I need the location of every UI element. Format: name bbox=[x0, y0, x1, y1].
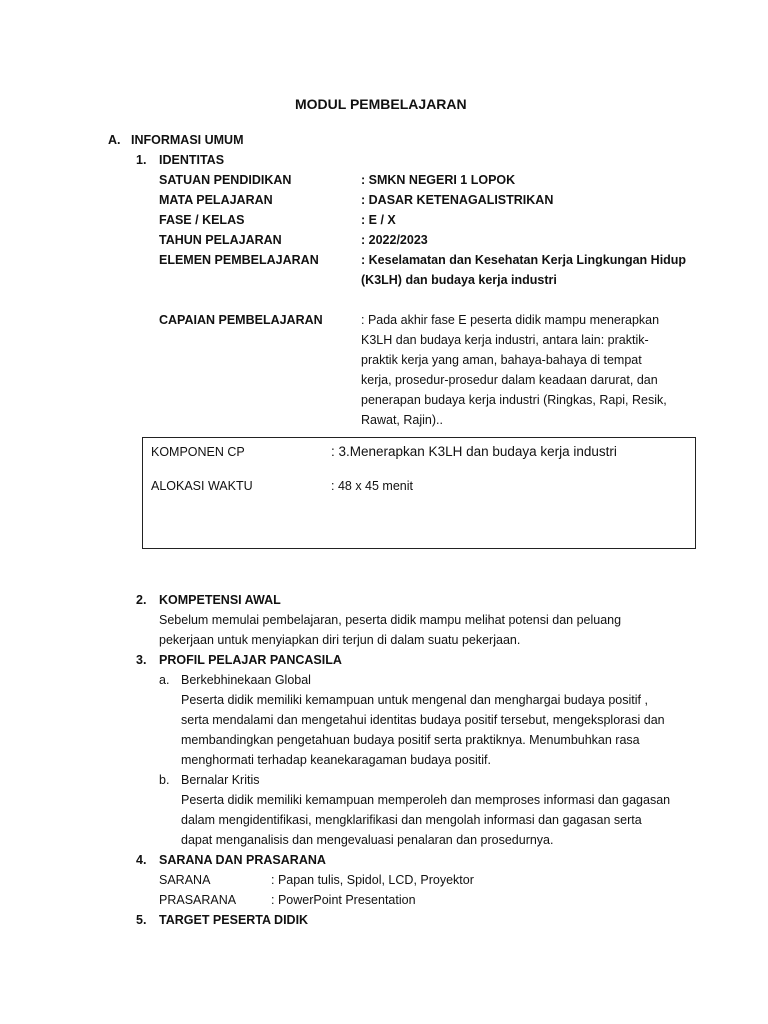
kompetensi-line: Sebelum memulai pembelajaran, peserta didik mampu melihat potensi dan peluang bbox=[159, 613, 622, 627]
profil-item-line: Peserta didik memiliki kemampuan untuk mengenal dan menghargai budaya positif , bbox=[181, 693, 648, 707]
identitas-heading: IDENTITAS bbox=[159, 153, 225, 167]
kompetensi-heading: KOMPETENSI AWAL bbox=[159, 593, 281, 607]
profil-item-marker: b. bbox=[159, 773, 170, 787]
profil-item-line: dapat menganalisis dan mengevaluasi penalaran dan prosedurnya. bbox=[181, 833, 554, 847]
section-a-marker: A. bbox=[108, 133, 121, 147]
profil-marker: 3. bbox=[136, 653, 147, 667]
capaian-line: penerapan budaya kerja industri (Ringkas, Rapi, Resik, bbox=[361, 393, 667, 407]
profil-item-line: membandingkan pengetahuan budaya positif serta praktiknya. Menumbuhkan rasa bbox=[181, 733, 640, 747]
identitas-row-label: TAHUN PELAJARAN bbox=[159, 233, 282, 247]
sarana-marker: 4. bbox=[136, 853, 147, 867]
profil-item-line: Peserta didik memiliki kemampuan memperoleh dan memproses informasi dan gagasan bbox=[181, 793, 671, 807]
page-title: MODUL PEMBELAJARAN bbox=[295, 96, 467, 112]
profil-item-title: Berkebhinekaan Global bbox=[181, 673, 311, 687]
sarana-row-label: PRASARANA bbox=[159, 893, 237, 907]
identitas-row-label: SATUAN PENDIDIKAN bbox=[159, 173, 292, 187]
identitas-row-value: (K3LH) dan budaya kerja industri bbox=[361, 273, 557, 287]
identitas-row-label: FASE / KELAS bbox=[159, 213, 245, 227]
komponen-value: : 3.Menerapkan K3LH dan budaya kerja industri bbox=[331, 444, 617, 459]
section-a-heading: INFORMASI UMUM bbox=[131, 133, 244, 147]
identitas-row-value: : E / X bbox=[361, 213, 396, 227]
identitas-row-value: : Keselamatan dan Kesehatan Kerja Lingkungan Hidup bbox=[361, 253, 687, 267]
kompetensi-line: pekerjaan untuk menyiapkan diri terjun di dalam suatu pekerjaan. bbox=[159, 633, 521, 647]
sarana-heading: SARANA DAN PRASARANA bbox=[159, 853, 326, 867]
capaian-line: Rawat, Rajin).. bbox=[361, 413, 443, 427]
profil-heading: PROFIL PELAJAR PANCASILA bbox=[159, 653, 342, 667]
target-heading: TARGET PESERTA DIDIK bbox=[159, 913, 309, 927]
identitas-row-value: : SMKN NEGERI 1 LOPOK bbox=[361, 173, 516, 187]
capaian-line: K3LH dan budaya kerja industri, antara lain: praktik- bbox=[361, 333, 649, 347]
capaian-line: praktik kerja yang aman, bahaya-bahaya di tempat bbox=[361, 353, 642, 367]
target-marker: 5. bbox=[136, 913, 147, 927]
kompetensi-marker: 2. bbox=[136, 593, 147, 607]
identitas-marker: 1. bbox=[136, 153, 147, 167]
profil-item-marker: a. bbox=[159, 673, 170, 687]
alokasi-label: ALOKASI WAKTU bbox=[151, 479, 253, 493]
profil-item-title: Bernalar Kritis bbox=[181, 773, 260, 787]
identitas-row-value: : 2022/2023 bbox=[361, 233, 428, 247]
alokasi-value: : 48 x 45 menit bbox=[331, 479, 413, 493]
profil-item-line: serta mendalami dan mengetahui identitas budaya positif tersebut, mengeksplorasi dan bbox=[181, 713, 665, 727]
identitas-row-label: MATA PELAJARAN bbox=[159, 193, 273, 207]
sarana-row-label: SARANA bbox=[159, 873, 211, 887]
identitas-row-value: : DASAR KETENAGALISTRIKAN bbox=[361, 193, 554, 207]
identitas-row-label: ELEMEN PEMBELAJARAN bbox=[159, 253, 319, 267]
sarana-row-value: : PowerPoint Presentation bbox=[271, 893, 416, 907]
capaian-line: : Pada akhir fase E peserta didik mampu menerapkan bbox=[361, 313, 660, 327]
komponen-label: KOMPONEN CP bbox=[151, 445, 245, 459]
sarana-row-value: : Papan tulis, Spidol, LCD, Proyektor bbox=[271, 873, 474, 887]
capaian-line: kerja, prosedur-prosedur dalam keadaan darurat, dan bbox=[361, 373, 658, 387]
profil-item-line: menghormati terhadap keanekaragaman budaya positif. bbox=[181, 753, 491, 767]
profil-item-line: dalam mengidentifikasi, mengklarifikasi dan mengolah informasi dan gagasan serta bbox=[181, 813, 642, 827]
capaian-label: CAPAIAN PEMBELAJARAN bbox=[159, 313, 323, 327]
